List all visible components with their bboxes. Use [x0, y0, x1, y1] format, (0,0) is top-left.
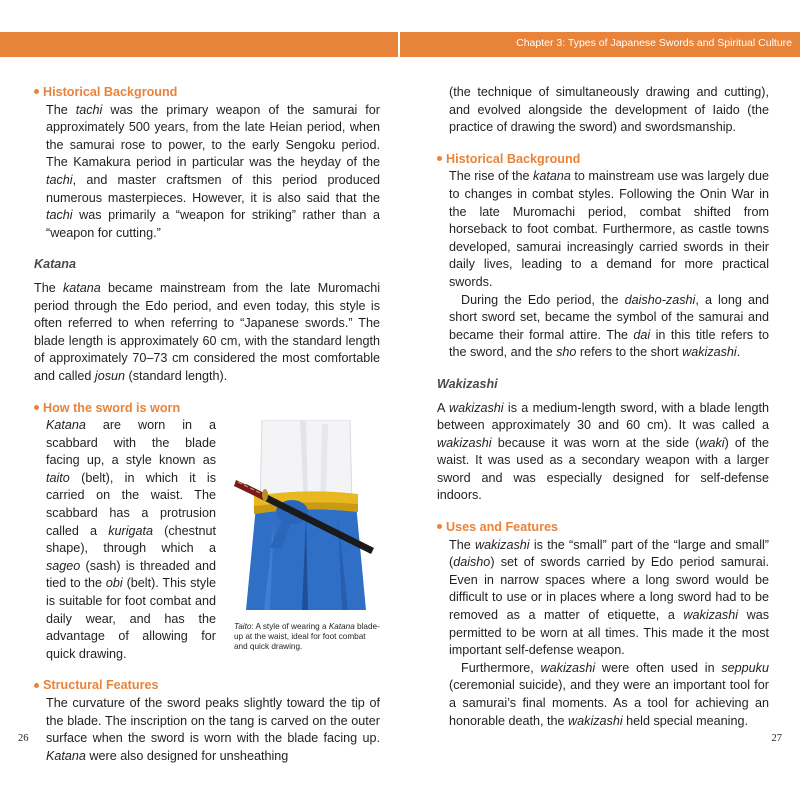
text-run: (standard length). — [125, 368, 228, 383]
text-run: (chestnut shape), through which a — [46, 523, 216, 556]
italic-term: Katana — [46, 748, 86, 763]
how-worn-block — [34, 417, 380, 663]
italic-term: katana — [62, 280, 101, 295]
text-run: The rise of the — [449, 169, 534, 184]
text-run: The — [34, 280, 63, 295]
text-run: A — [437, 400, 450, 415]
left-page-column — [34, 84, 380, 765]
text-run: , and master craftsmen of this period produced numerous masterpieces. However, it is also said that the — [46, 172, 380, 205]
right-page-column — [437, 84, 769, 730]
italic-term: tachi — [75, 102, 103, 117]
text-run: : A style of wearing a — [251, 621, 329, 631]
chapter-title: Chapter 3: Types of Japanese Swords and Spiritual Culture — [516, 37, 792, 49]
text-run: (sash) is threaded and tied to the — [46, 558, 216, 591]
text-run: is the “small” part of the “large and small” ( — [449, 537, 769, 570]
bullet-icon — [34, 683, 39, 688]
text-run: ) of the waist. It was used as a secondary weapon with a larger sword and was especially designed for self-defense indoors. — [437, 435, 769, 503]
italic-term: Katana — [328, 621, 355, 631]
text-run: were often used in — [595, 660, 722, 675]
text-run: ) set of swords carried by Edo period samurai. Even in narrow spaces where a long sword would be difficult to use or in places where a long sword had to be removed as a matter of etiquette, a — [449, 555, 769, 623]
figure-caption — [234, 622, 380, 652]
italic-term: wakizashi — [449, 400, 504, 415]
text-run: blade-up at the waist, ideal for foot combat and quick drawing. — [234, 621, 380, 651]
header-page-divider — [398, 32, 400, 57]
uses-features-paragraph-2 — [437, 660, 769, 730]
text-run: (belt). This style is suitable for foot combat and daily wear, and has the advantage of allowing for quick drawing. — [46, 576, 216, 661]
page-number-right: 27 — [771, 733, 782, 744]
italic-term: waki — [699, 435, 725, 450]
text-run: was the primary weapon of the samurai for approximately 500 years, from the late Heian period, when the samurai rose to power, to the early Sengoku period. The Kamakura period in particular was the heyday of the — [46, 102, 380, 170]
section-heading-historical-background: Historical Background — [34, 84, 380, 102]
text-run: refers to the short — [576, 345, 683, 360]
text-run: was primarily a “weapon for striking” rather than a “weapon for cutting.” — [46, 208, 380, 240]
italic-term: tachi — [46, 208, 73, 223]
text-run: (belt), in which it is carried on the waist. The scabbard has a protrusion called a — [46, 470, 216, 538]
taito-illustration — [234, 420, 378, 610]
text-run: held special meaning. — [622, 713, 748, 728]
historical-background-paragraph-1 — [437, 168, 769, 291]
section-heading-structural-features: Structural Features — [34, 677, 380, 695]
italic-term: obi — [105, 576, 123, 591]
italic-term: wakizashi — [437, 435, 492, 450]
italic-term: katana — [533, 169, 571, 184]
text-run: . — [736, 345, 741, 360]
uses-features-paragraph-1 — [437, 537, 769, 660]
italic-term: sageo — [46, 558, 81, 573]
italic-term: daisho — [453, 555, 491, 570]
text-run: (the technique of simultaneously drawing and cutting), and evolved alongside the development of Iaido (the practice of drawing the sword) and swordsmanship. — [449, 85, 769, 135]
section-heading-uses-features: Uses and Features — [437, 519, 769, 537]
text-run: The — [449, 537, 475, 552]
text-run: became mainstream from the late Muromachi period through the Edo period, and even today, this style is often referred to when referring to “Japanese swords.” The blade length is approximately 60 cm, with the standard length of approximately 70–73 cm considered the most comfortable and called — [34, 280, 380, 383]
chapter-header-bar — [0, 32, 800, 57]
italic-term: seppuku — [721, 660, 769, 675]
text-run: are worn in a scabbard with the blade facing up, a style known as — [46, 418, 216, 468]
bullet-icon — [437, 156, 442, 161]
text-run: were also designed for unsheathing — [85, 748, 289, 763]
italic-term: wakizashi — [683, 608, 739, 623]
section-heading-historical-background-2: Historical Background — [437, 151, 769, 169]
text-run: Furthermore, — [461, 660, 541, 675]
italic-term: Katana — [46, 418, 86, 433]
section-heading-katana: Katana — [34, 257, 76, 272]
bullet-icon — [437, 524, 442, 529]
bullet-icon — [34, 405, 39, 410]
italic-term: wakizashi — [682, 345, 737, 360]
text-run: was permitted to be worn at all times. This made it the most important self-defense weapon. — [449, 608, 769, 658]
italic-term: sho — [556, 345, 577, 360]
section-heading-wakizashi: Wakizashi — [437, 376, 498, 391]
italic-term: daisho-zashi — [624, 292, 696, 307]
wakizashi-paragraph — [437, 400, 769, 506]
text-run: The — [46, 102, 76, 117]
italic-term: Taito — [234, 621, 252, 631]
text-run: in this title refers to the sword, and the — [449, 327, 769, 360]
text-run: is a medium-length sword, with a blade length between approximately 30 and 60 cm). It was called a — [437, 400, 769, 433]
italic-term: wakizashi — [540, 660, 596, 675]
continued-paragraph — [437, 84, 769, 137]
section-heading-how-worn: How the sword is worn — [34, 400, 380, 418]
how-worn-paragraph — [34, 417, 216, 663]
structural-features-paragraph — [34, 695, 380, 765]
italic-term: taito — [46, 470, 70, 485]
italic-term: kurigata — [108, 523, 154, 538]
italic-term: josun — [94, 368, 126, 383]
italic-term: tachi — [46, 172, 73, 187]
italic-term: wakizashi — [568, 713, 623, 728]
text-run: During the Edo period, the — [461, 292, 625, 307]
text-run: The curvature of the sword peaks slightly toward the tip of the blade. The inscription on the tang is carved on the outer surface when the sword is worn with the blade facing up. — [46, 696, 380, 746]
italic-term: dai — [633, 327, 651, 342]
text-run: , a long and short sword set, became the symbol of the samurai and became their formal attire. The — [449, 292, 769, 342]
historical-background-paragraph — [34, 102, 380, 243]
taito-figure — [234, 420, 380, 663]
bullet-icon — [34, 89, 39, 94]
italic-term: wakizashi — [474, 537, 530, 552]
katana-paragraph — [34, 280, 380, 386]
page-number-left: 26 — [18, 733, 29, 744]
text-run: (ceremonial suicide), and they were an important tool for a samurai’s final moments. As a tool for achieving an honorable death, the — [449, 678, 769, 728]
text-run: because it was worn at the side ( — [491, 435, 700, 450]
text-run: to mainstream use was largely due to changes in combat styles. Following the Onin War in the late Muromachi period, combat shifted from horseback to foot combat. Furthermore, as castle towns developed, samurai increasingly carried swords in their daily lives, leading to a demand for more practical swords. — [449, 169, 770, 289]
historical-background-paragraph-2 — [437, 292, 769, 362]
